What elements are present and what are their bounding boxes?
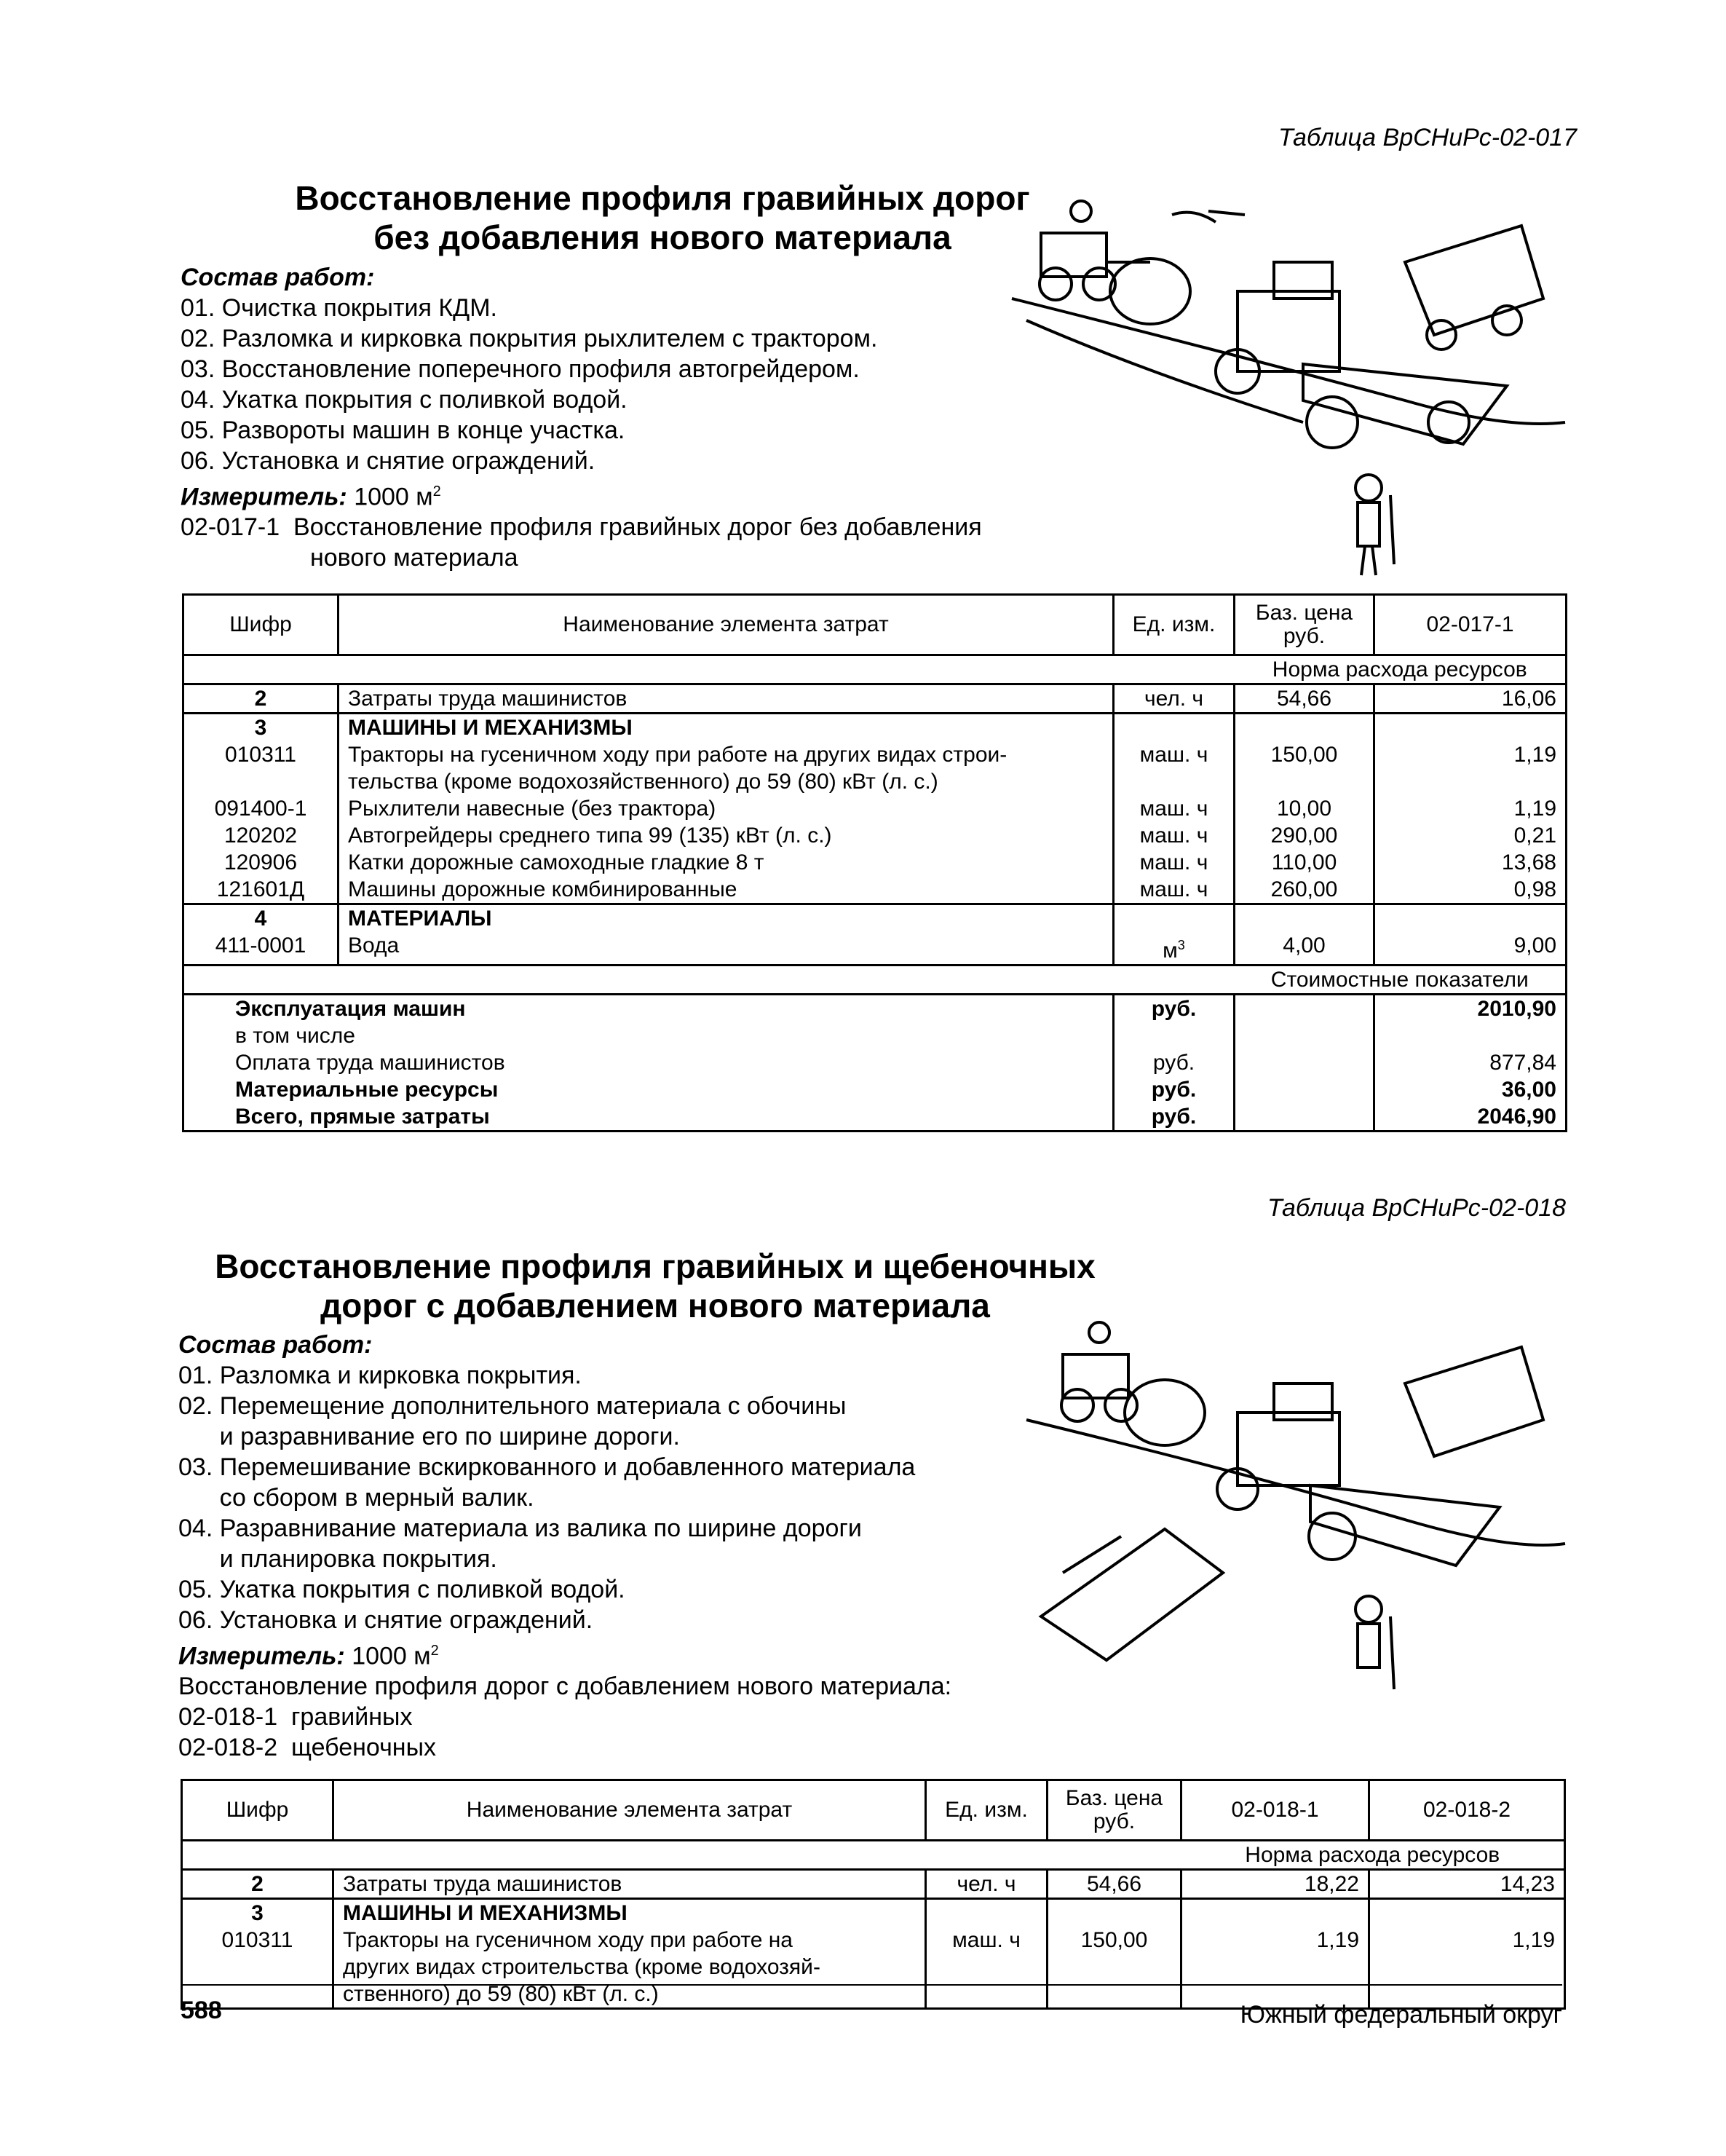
table-row	[183, 714, 1567, 742]
cost-name: Эксплуатация машин	[183, 995, 1114, 1023]
cell-code: 120202	[183, 822, 339, 849]
cell-code: 4	[183, 904, 339, 933]
work-item: 02. Перемещение дополнительного материала с обочины	[178, 1392, 847, 1420]
cell-code: 010311	[183, 741, 339, 795]
table-row	[183, 904, 1567, 933]
cell-unit: маш. ч	[1114, 876, 1235, 904]
cost-table-018	[181, 1779, 1566, 2010]
cell-name: МАШИНЫ И МЕХАНИЗМЫ	[339, 714, 1114, 742]
table-row	[183, 849, 1567, 876]
cell-name: Затраты труда машинистов	[339, 684, 1114, 714]
cell-code: 010311	[182, 1927, 333, 2009]
cell-code: 120906	[183, 849, 339, 876]
cost-row	[183, 1022, 1567, 1049]
cell-name: Катки дорожные самоходные гладкие 8 т	[339, 849, 1114, 876]
cell-code: 411-0001	[183, 932, 339, 966]
item-line	[178, 1702, 1052, 1732]
work-item: со сбором в мерный валик.	[178, 1484, 534, 1512]
cell-name: Автогрейдеры среднего типа 99 (135) кВт (л. с.)	[339, 822, 1114, 849]
table-header-row	[183, 595, 1567, 655]
cell-name: Рыхлители навесные (без трактора)	[339, 795, 1114, 822]
cell-name: Затраты труда машинистов	[333, 1870, 926, 1899]
cell-value: 13,68	[1374, 849, 1567, 876]
table-row	[183, 684, 1567, 714]
work-item: 02. Разломка и кирковка покрытия рыхлителем с трактором.	[181, 325, 878, 352]
table-row	[182, 1899, 1565, 1927]
cost-row	[183, 995, 1567, 1023]
cell-name: Вода	[339, 932, 1114, 966]
table-row	[183, 795, 1567, 822]
work-item: 06. Установка и снятие ограждений.	[178, 1606, 593, 1634]
title-line: без добавления нового материала	[373, 218, 951, 256]
col-header-price: Баз. цена руб.	[1235, 595, 1374, 655]
cell-value: 1,19	[1374, 741, 1567, 795]
section-title-017	[240, 178, 1085, 257]
work-item: и разравнивание его по ширине дороги.	[178, 1423, 680, 1450]
title-line: Восстановление профиля гравийных и щебеночных	[215, 1247, 1096, 1285]
col-header-unit: Ед. изм.	[926, 1780, 1048, 1841]
page-number: 588	[181, 1997, 222, 2024]
item-text: Восстановление профиля гравийных дорог без добавления	[293, 513, 982, 542]
table-row	[182, 1927, 1565, 2009]
cell-value: 16,06	[1374, 684, 1567, 714]
cell-price: 4,00	[1235, 932, 1374, 966]
road-machinery-illustration	[997, 182, 1572, 583]
cell-price: 150,00	[1048, 1927, 1181, 2009]
cell-value: 0,98	[1374, 876, 1567, 904]
cell-unit: маш. ч	[1114, 795, 1235, 822]
col-header-unit: Ед. изм.	[1114, 595, 1235, 655]
meter-value: 1000 м	[352, 1642, 431, 1670]
cost-unit: руб.	[1114, 1103, 1235, 1132]
col-header-name: Наименование элемента затрат	[333, 1780, 926, 1841]
cell-name	[339, 741, 1114, 795]
norm-label: Норма расхода ресурсов	[1235, 655, 1567, 684]
table-ref-017: Таблица ВрСНиРс-02-017	[1278, 124, 1577, 151]
cell-unit: чел. ч	[926, 1870, 1048, 1899]
table-row	[183, 822, 1567, 849]
item-text-cont: нового материала	[310, 544, 518, 572]
item-line	[181, 512, 1054, 542]
cell-unit	[1114, 932, 1235, 966]
cell-unit: чел. ч	[1114, 684, 1235, 714]
cell-value: 9,00	[1374, 932, 1567, 966]
col-header-name: Наименование элемента затрат	[339, 595, 1114, 655]
work-item: 03. Перемешивание вскиркованного и добавленного материала	[178, 1453, 916, 1481]
work-item: 01. Разломка и кирковка покрытия.	[178, 1362, 582, 1389]
cell-code: 121601Д	[183, 876, 339, 904]
table-header-row	[182, 1780, 1565, 1841]
meter-label: Измеритель:	[181, 483, 347, 511]
cell-value-2: 1,19	[1369, 1927, 1565, 2009]
norm-row	[183, 655, 1567, 684]
cell-price: 54,66	[1048, 1870, 1181, 1899]
work-item: 01. Очистка покрытия КДМ.	[181, 294, 497, 322]
meter-sup: 2	[430, 1643, 439, 1659]
col-header-price: Баз. цена руб.	[1048, 1780, 1181, 1841]
cell-price: 260,00	[1235, 876, 1374, 904]
cost-table-017	[182, 593, 1567, 1132]
item-code: 02-017-1	[181, 513, 280, 542]
table-row	[183, 876, 1567, 904]
footer-region: Южный федеральный округ	[1240, 2001, 1562, 2029]
cell-code: 3	[183, 714, 339, 742]
item-text: щебеночных	[291, 1734, 437, 1762]
section-title-018	[182, 1247, 1128, 1325]
works-label: Состав работ:	[181, 264, 375, 291]
work-item: 04. Разравнивание материала из валика по ширине дороги	[178, 1515, 862, 1542]
cell-price: 150,00	[1235, 741, 1374, 795]
col-header-code: Шифр	[182, 1780, 333, 1841]
unit-text: м	[1163, 939, 1178, 963]
table-row	[182, 1870, 1565, 1899]
cost-value: 2010,90	[1374, 995, 1567, 1023]
cell-value-1: 18,22	[1181, 1870, 1369, 1899]
work-item: 05. Укатка покрытия с поливкой водой.	[178, 1576, 625, 1603]
cell-name-line: ственного) до 59 (80) кВт (л. с.)	[343, 1982, 659, 2006]
work-item: 06. Установка и снятие ограждений.	[181, 447, 595, 475]
cell-name-line: Тракторы на гусеничном ходу при работе на других видах строи-	[348, 743, 1008, 767]
cell-unit: маш. ч	[926, 1927, 1048, 2009]
cost-name: Материальные ресурсы	[183, 1076, 1114, 1103]
unit-sup: 3	[1177, 938, 1185, 952]
meter-sup: 2	[432, 483, 441, 499]
title-line: дорог с добавлением нового материала	[320, 1287, 990, 1324]
cost-value: 2046,90	[1374, 1103, 1567, 1132]
works-block-017	[181, 262, 1054, 573]
cost-unit: руб.	[1114, 1076, 1235, 1103]
work-item: 04. Укатка покрытия с поливкой водой.	[181, 386, 628, 414]
work-item: и планировка покрытия.	[178, 1545, 497, 1573]
table-ref-018: Таблица ВрСНиРс-02-018	[1267, 1194, 1566, 1222]
cell-code: 2	[183, 684, 339, 714]
title-line: Восстановление профиля гравийных дорог	[295, 179, 1030, 217]
item-line	[178, 1732, 1052, 1763]
works-label: Состав работ:	[178, 1331, 373, 1359]
cell-value-2: 14,23	[1369, 1870, 1565, 1899]
work-item: 05. Развороты машин в конце участка.	[181, 416, 625, 444]
cell-value: 1,19	[1374, 795, 1567, 822]
cell-name-line: других видах строительства (кроме водохозяй-	[343, 1955, 820, 1979]
cell-name: МАШИНЫ И МЕХАНИЗМЫ	[333, 1899, 926, 1927]
cost-name: Оплата труда машинистов	[183, 1049, 1114, 1076]
cell-name: Машины дорожные комбинированные	[339, 876, 1114, 904]
works-block-018	[178, 1330, 1052, 1763]
cost-label-row	[183, 966, 1567, 995]
road-machinery-illustration-2	[1019, 1311, 1572, 1704]
item-text: гравийных	[291, 1703, 413, 1731]
cell-unit: маш. ч	[1114, 741, 1235, 795]
cell-value-1: 1,19	[1181, 1927, 1369, 2009]
cost-unit: руб.	[1114, 995, 1235, 1023]
meter-line	[178, 1635, 1052, 1671]
footer-rule	[181, 1984, 1562, 1986]
cell-price: 290,00	[1235, 822, 1374, 849]
cost-row	[183, 1049, 1567, 1076]
norm-label: Норма расхода ресурсов	[1181, 1841, 1565, 1870]
table-row	[183, 932, 1567, 966]
cost-value: 36,00	[1374, 1076, 1567, 1103]
cost-name: Всего, прямые затраты	[183, 1103, 1114, 1132]
meter-label: Измеритель:	[178, 1642, 345, 1670]
cost-row	[183, 1076, 1567, 1103]
cost-value: 877,84	[1374, 1049, 1567, 1076]
cell-unit: маш. ч	[1114, 822, 1235, 849]
cost-name: в том числе	[183, 1022, 1114, 1049]
cell-name: МАТЕРИАЛЫ	[339, 904, 1114, 933]
cell-price: 110,00	[1235, 849, 1374, 876]
cell-name-line: Тракторы на гусеничном ходу при работе на	[343, 1928, 793, 1952]
cost-unit: руб.	[1114, 1049, 1235, 1076]
cost-row	[183, 1103, 1567, 1132]
col-header-value-1: 02-018-1	[1181, 1780, 1369, 1841]
cell-name-line: тельства (кроме водохозяйственного) до 59 (80) кВт (л. с.)	[348, 770, 938, 794]
meter-line	[181, 476, 1054, 512]
work-item: 03. Восстановление поперечного профиля автогрейдером.	[181, 355, 860, 383]
cell-unit: маш. ч	[1114, 849, 1235, 876]
item-code: 02-018-1	[178, 1703, 278, 1731]
norm-row	[182, 1841, 1565, 1870]
cell-name	[333, 1927, 926, 2009]
intro-line: Восстановление профиля дорог с добавлением нового материала:	[178, 1673, 952, 1701]
col-header-code: Шифр	[183, 595, 339, 655]
col-header-value-2: 02-018-2	[1369, 1780, 1565, 1841]
cell-price: 10,00	[1235, 795, 1374, 822]
meter-value: 1000 м	[354, 483, 433, 511]
cell-code: 3	[182, 1899, 333, 1927]
cell-price: 54,66	[1235, 684, 1374, 714]
item-code: 02-018-2	[178, 1734, 278, 1762]
cell-code: 091400-1	[183, 795, 339, 822]
table-row	[183, 741, 1567, 795]
cost-label: Стоимостные показатели	[1235, 966, 1567, 995]
cell-value: 0,21	[1374, 822, 1567, 849]
cell-code: 2	[182, 1870, 333, 1899]
col-header-value: 02-017-1	[1374, 595, 1567, 655]
